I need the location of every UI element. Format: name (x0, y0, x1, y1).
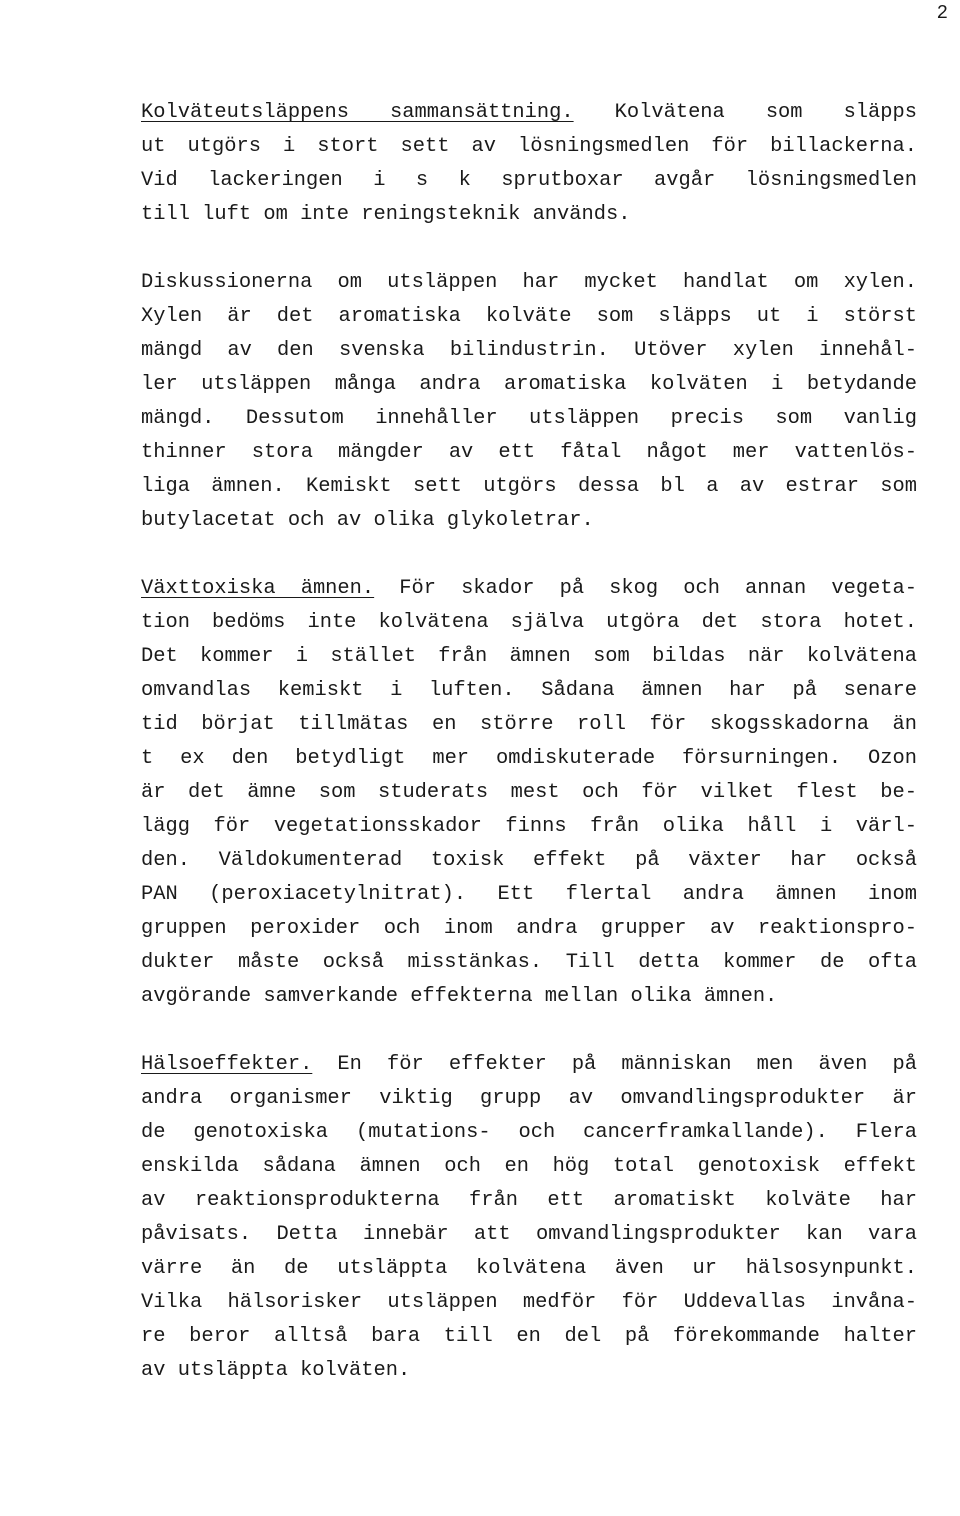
text-line: omvandlas kemiskt i luften. Sådana ämnen har på senare (141, 679, 917, 702)
paragraph-gap (141, 538, 917, 572)
paragraph-gap (141, 232, 917, 266)
text-line: av utsläppta kolväten. (141, 1359, 411, 1382)
text-line: gruppen peroxider och inom andra grupper av reaktionspro- (141, 917, 917, 940)
text-line: Vid lackeringen i s k sprutboxar avgår lösningsmedlen (141, 169, 917, 192)
text-line: tion bedöms inte kolvätena själva utgöra det stora hotet. (141, 611, 917, 634)
text-line: mängd av den svenska bilindustrin. Utöver xylen innehål- (141, 339, 917, 362)
text-line: t ex den betydligt mer omdiskuterade försurningen. Ozon (141, 747, 917, 770)
text-line (141, 96, 917, 130)
text-line-segment: Kolvätena som släpps (573, 101, 917, 124)
paragraph-xylene (141, 266, 917, 538)
text-line: andra organismer viktig grupp av omvandlingsprodukter är (141, 1087, 917, 1110)
text-line: tid börjat tillmätas en större roll för skogsskadorna än (141, 713, 917, 736)
text-line: värre än de utsläppta kolvätena även ur hälsosynpunkt. (141, 1257, 917, 1280)
text-line: thinner stora mängder av ett fåtal något mer vattenlös- (141, 441, 917, 464)
text-line: ler utsläppen många andra aromatiska kolväten i betydande (141, 373, 917, 396)
text-line: enskilda sådana ämnen och en hög total genotoxisk effekt (141, 1155, 917, 1178)
paragraph-health (141, 1048, 917, 1388)
text-line: mängd. Dessutom innehåller utsläppen precis som vanlig (141, 407, 917, 430)
text-line: butylacetat och av olika glykoletrar. (141, 509, 594, 532)
text-line (141, 1048, 917, 1082)
text-line: påvisats. Detta innebär att omvandlingsprodukter kan vara (141, 1223, 917, 1246)
text-line: de genotoxiska (mutations- och cancerframkallande). Flera (141, 1121, 917, 1144)
text-line: den. Väldokumenterad toxisk effekt på växter har också (141, 849, 917, 872)
text-line: är det ämne som studerats mest och för vilket flest be- (141, 781, 917, 804)
text-line: dukter måste också misstänkas. Till detta kommer de ofta (141, 951, 917, 974)
paragraph-composition (141, 96, 917, 232)
text-line: Vilka hälsorisker utsläppen medför för Uddevallas invåna- (141, 1291, 917, 1314)
text-line: Diskussionerna om utsläppen har mycket handlat om xylen. (141, 271, 917, 294)
document-body (141, 96, 917, 1388)
text-line (141, 572, 917, 606)
text-line: till luft om inte reningsteknik används. (141, 203, 631, 226)
page-number: 2 (936, 2, 948, 24)
text-line-segment: En för effekter på människan men även på (312, 1053, 917, 1076)
text-line: avgörande samverkande effekterna mellan olika ämnen. (141, 985, 778, 1008)
section-heading-composition: Kolväteutsläppens sammansättning. (141, 101, 574, 124)
text-line: re beror alltså bara till en del på förekommande halter (141, 1325, 917, 1348)
section-heading-health: Hälsoeffekter. (141, 1053, 313, 1076)
text-line: lägg för vegetationsskador finns från olika håll i värl- (141, 815, 917, 838)
paragraph-plant-toxic (141, 572, 917, 1014)
paragraph-gap (141, 1014, 917, 1048)
text-line: liga ämnen. Kemiskt sett utgörs dessa bl a av estrar som (141, 475, 917, 498)
text-line: ut utgörs i stort sett av lösningsmedlen för billackerna. (141, 135, 917, 158)
text-line: av reaktionsprodukterna från ett aromatiskt kolväte har (141, 1189, 917, 1212)
section-heading-plant-toxic: Växttoxiska ämnen. (141, 577, 375, 600)
text-line: Xylen är det aromatiska kolväte som släpps ut i störst (141, 305, 917, 328)
text-line: Det kommer i stället från ämnen som bildas när kolvätena (141, 645, 917, 668)
text-line: PAN (peroxiacetylnitrat). Ett flertal andra ämnen inom (141, 883, 917, 906)
text-line-segment: För skador på skog och annan vegeta- (374, 577, 917, 600)
